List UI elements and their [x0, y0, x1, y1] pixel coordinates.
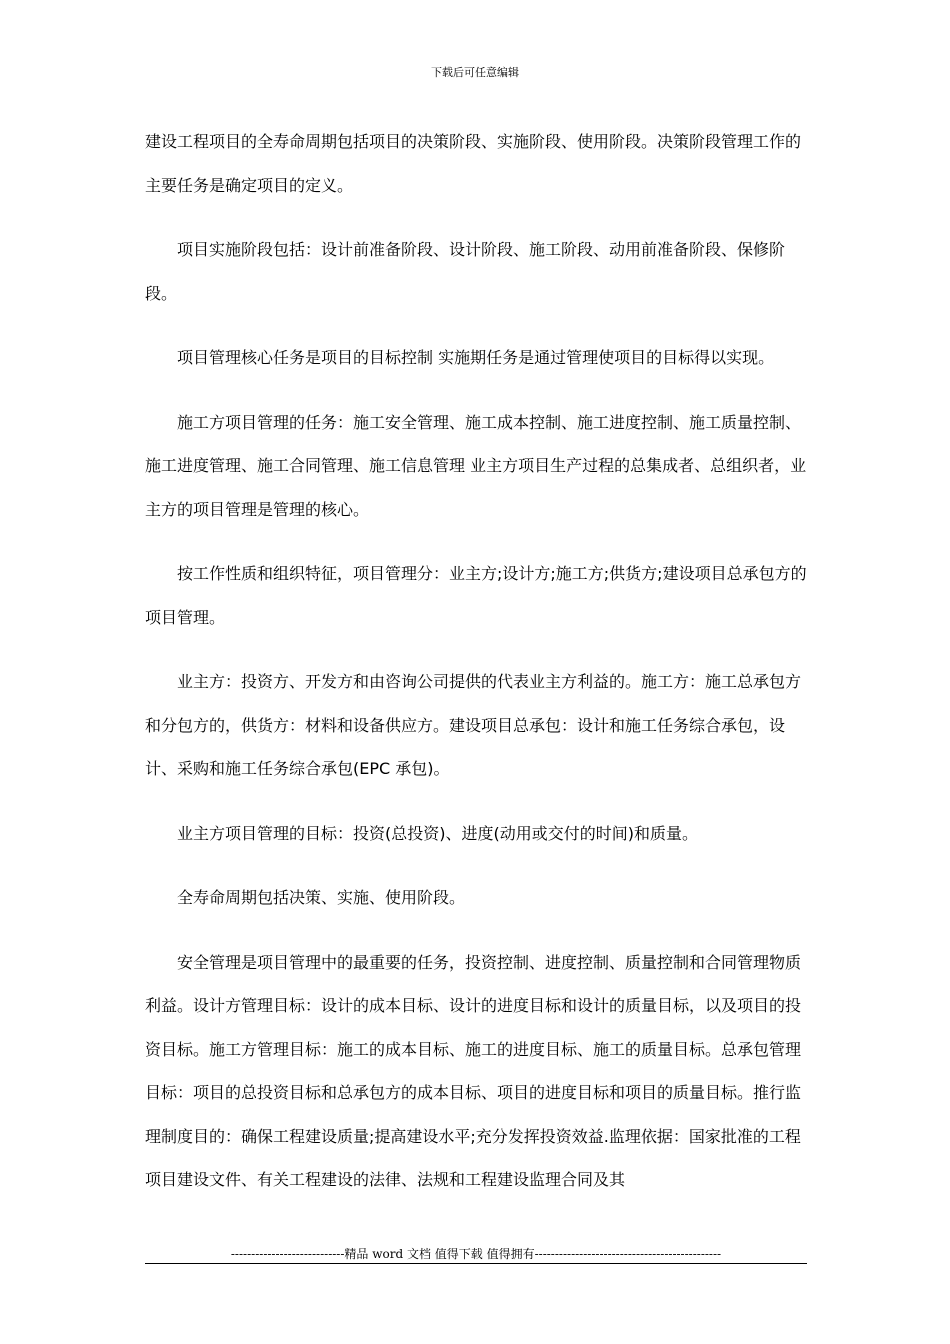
document-body — [145, 120, 807, 1202]
page-header: 下载后可任意编辑 — [431, 66, 519, 79]
paragraph-full-lifecycle: 全寿命周期包括决策、实施、使用阶段。 — [177, 888, 466, 907]
paragraph-contractor-tasks: 施工方项目管理的任务：施工安全管理、施工成本控制、施工进度控制、施工质量控制、施工进度管理、施工合同管理、施工信息管理 业主方项目生产过程的总集成者、总组织者，业主方的项目管理是管理的核心。 — [145, 412, 807, 519]
paragraph-parties: 业主方：投资方、开发方和由咨询公司提供的代表业主方利益的。施工方：施工总承包方和分包方的，供货方：材料和设备供应方。建设项目总承包：设计和施工任务综合承包，设计、采购和施工任务综合承包(EPC 承包)。 — [145, 672, 802, 778]
footer-rule — [145, 1263, 807, 1264]
paragraph-implementation-stages: 项目实施阶段包括：设计前准备阶段、设计阶段、施工阶段、动用前准备阶段、保修阶段。 — [145, 240, 786, 303]
paragraph-management-types: 按工作性质和组织特征，项目管理分：业主方;设计方;施工方;供货方;建设项目总承包方的项目管理。 — [145, 564, 807, 627]
paragraph-owner-goals: 业主方项目管理的目标：投资(总投资)、进度(动用或交付的时间)和质量。 — [177, 823, 698, 843]
paragraph-core-task: 项目管理核心任务是项目的目标控制 实施期任务是通过管理使项目的目标得以实现。 — [177, 348, 775, 367]
paragraph-lifecycle: 建设工程项目的全寿命周期包括项目的决策阶段、实施阶段、使用阶段。决策阶段管理工作的主要任务是确定项目的定义。 — [145, 132, 802, 195]
paragraph-safety-management: 安全管理是项目管理中的最重要的任务，投资控制、进度控制、质量控制和合同管理物质利益。设计方管理目标：设计的成本目标、设计的进度目标和设计的质量目标，以及项目的投资目标。施工方管理目标：施工的成本目标、施工的进度目标、施工的质量目标。总承包管理目标：项目的总投资目标和总承包方的成本目标、项目的进度目标和项目的质量目标。推行监理制度目的：确保工程建设质量;提高建设水平;充分发挥投资效益.监理依据：国家批准的工程项目建设文件、有关工程建设的法律、法规和工程建设监理合同及其 — [145, 952, 802, 1189]
page-footer: ----------------------------精品 word 文档 值得下载 值得拥有---------------------------------------------- — [230, 1247, 722, 1261]
